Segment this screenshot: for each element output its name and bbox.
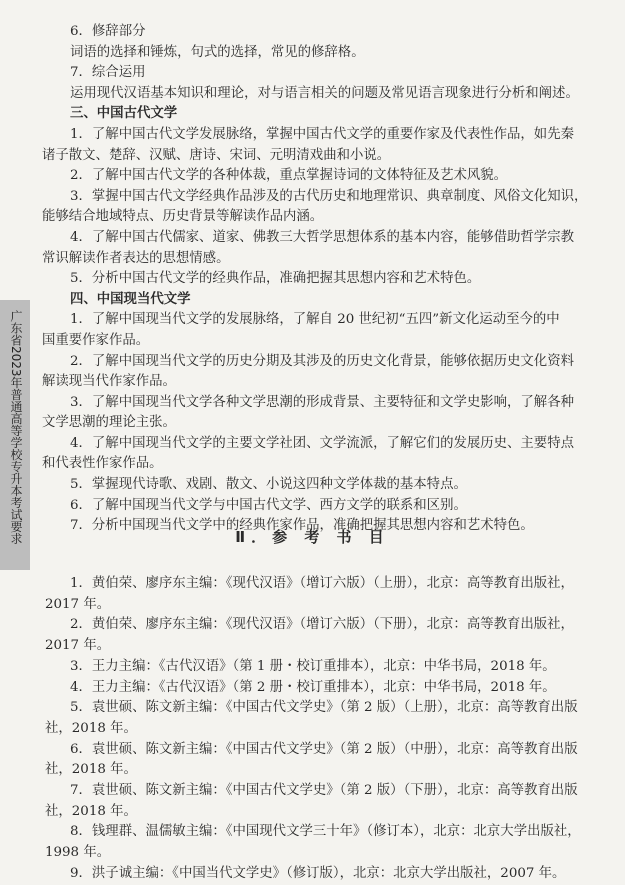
text-line: 词语的选择和锤炼，句式的选择，常见的修辞格。 <box>70 44 365 60</box>
text-line: 6．袁世硕、陈文新主编：《中国古代文学史》（第 2 版）（中册），北京：高等教育出版 <box>70 741 578 757</box>
syllabus-content <box>42 22 610 537</box>
reference-list <box>45 574 610 885</box>
text-line: 2．黄伯荣、廖序东主编：《现代汉语》（增订六版）（下册），北京：高等教育出版社， <box>70 617 574 633</box>
text-line: 社，2018 年。 <box>45 720 137 736</box>
text-line: 2017 年。 <box>45 596 111 612</box>
text-line: 2．了解中国古代文学的各种体裁，重点掌握诗词的文体特征及艺术风貌。 <box>70 168 508 184</box>
text-line: 社，2018 年。 <box>45 762 137 778</box>
text-line: 5．掌握现代诗歌、戏剧、散文、小说这四种文学体裁的基本特点。 <box>70 477 467 493</box>
text-line: 社，2018 年。 <box>45 803 137 819</box>
text-line: 6．修辞部分 <box>70 24 146 39</box>
text-line: 7．分析中国现当代文学中的经典作家作品，准确把握其思想内容和艺术特色。 <box>70 518 534 534</box>
sidebar-label: 广东省2023年普通高等学校专升本考试要求 <box>9 310 23 545</box>
text-line: 运用现代汉语基本知识和理论，对与语言相关的问题及常见语言现象进行分析和阐述。 <box>70 85 579 101</box>
text-line: 文学思潮的理论主张。 <box>42 415 176 431</box>
text-line: 2017 年。 <box>45 638 111 654</box>
text-line: 能够结合地域特点、历史背景等解读作品内涵。 <box>42 209 324 225</box>
text-line: 4．王力主编：《古代汉语》（第 2 册・校订重排本），北京：中华书局，2018 年。 <box>70 679 556 695</box>
section-heading: 四、中国现当代文学 <box>70 291 191 307</box>
text-line: 诸子散文、楚辞、汉赋、唐诗、宋词、元明清戏曲和小说。 <box>42 147 391 163</box>
text-line: 解读现当代作家作品。 <box>42 374 176 390</box>
text-line: 国重要作家作品。 <box>42 332 150 348</box>
text-line: 3．了解中国现当代文学各种文学思潮的形成背景、主要特征和文学史影响，了解各种 <box>70 394 574 410</box>
text-line: 1．黄伯荣、廖序东主编：《现代汉语》（增订六版）（上册），北京：高等教育出版社， <box>70 576 574 591</box>
text-line: 1998 年。 <box>45 845 111 861</box>
text-line: 3．王力主编：《古代汉语》（第 1 册・校订重排本），北京：中华书局，2018 年。 <box>70 658 556 674</box>
text-line: 2．了解中国现当代文学的历史分期及其涉及的历史文化背景，能够依据历史文化资料 <box>70 353 574 369</box>
text-line: 7．综合运用 <box>70 65 146 81</box>
section-heading: 三、中国古代文学 <box>70 106 178 122</box>
text-line: 常识解读作者表达的思想情感。 <box>42 250 230 266</box>
text-line: 5．分析中国古代文学的经典作品，准确把握其思想内容和艺术特色。 <box>70 271 481 287</box>
text-line: 1．了解中国古代文学发展脉络，掌握中国古代文学的重要作家及代表性作品，如先秦 <box>70 126 574 142</box>
text-line: 和代表性作家作品。 <box>42 456 163 472</box>
text-line: 6．了解中国现当代文学与中国古代文学、西方文学的联系和区别。 <box>70 497 467 513</box>
text-line: 9．洪子诚主编：《中国当代文学史》（修订版），北京：北京大学出版社，2007 年。 <box>70 865 566 881</box>
text-line: 3．掌握中国古代文学经典作品涉及的古代历史和地理常识、典章制度、风俗文化知识， <box>70 188 588 204</box>
text-line: 4．了解中国古代儒家、道家、佛教三大哲学思想体系的基本内容，能够借助哲学宗教 <box>70 229 574 245</box>
section-title: Ⅱ．参 考 书 目 <box>235 528 390 546</box>
text-line: 1．了解中国现当代文学的发展脉络，了解自 20 世纪初“五四”新文化运动至今的中 <box>70 312 560 328</box>
text-line: 7．袁世硕、陈文新主编：《中国古代文学史》（第 2 版）（下册），北京：高等教育出版 <box>70 783 578 799</box>
text-line: 5．袁世硕、陈文新主编：《中国古代文学史》（第 2 版）（上册），北京：高等教育出版 <box>70 700 578 716</box>
text-line: 4．了解中国现当代文学的主要文学社团、文学流派，了解它们的发展历史、主要特点 <box>70 435 574 451</box>
text-line: 8．钱理群、温儒敏主编：《中国现代文学三十年》（修订本），北京：北京大学出版社， <box>70 824 581 840</box>
